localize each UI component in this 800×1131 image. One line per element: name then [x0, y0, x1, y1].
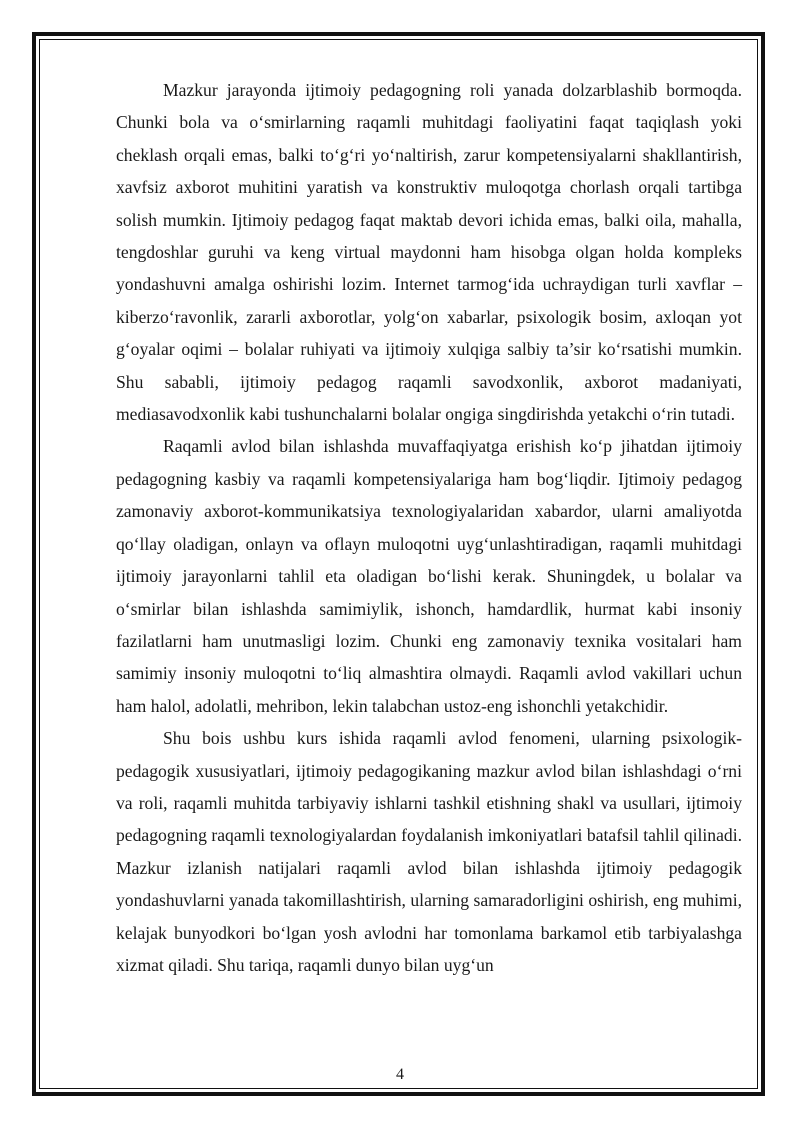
- paragraph: Shu bois ushbu kurs ishida raqamli avlod fenomeni, ularning psixologik-pedagogik xususiyatlari, ijtimoiy pedagogikaning mazkur avlod bilan ishlashdagi o‘rni va roli, raqamli muhitda tarbiyaviy ishlarni tashkil etishning shakl va usullari, ijtimoiy pedagogning raqamli texnologiyalardan foydalanish imkoniyatlari batafsil tahlil qilinadi. Mazkur izlanish natijalari raqamli avlod bilan ishlashda ijtimoiy pedagogik yondashuvlarni yanada takomillashtirish, ularning samaradorligini oshirish, eng muhimi, kelajak bunyodkori bo‘lgan yosh avlodni har tomonlama barkamol etib tarbiyalashga xizmat qiladi. Shu tariqa, raqamli dunyo bilan uyg‘un: [116, 728, 742, 975]
- document-body: [116, 74, 742, 981]
- page-number: 4: [396, 1066, 404, 1083]
- paragraph: Mazkur jarayonda ijtimoiy pedagogning roli yanada dolzarblashib bormoqda. Chunki bola va o‘smirlarning raqamli muhitdagi faoliyatini faqat taqiqlash yoki cheklash orqali emas, balki to‘g‘ri yo‘naltirish, zarur kompetensiyalarni shakllantirish, xavfsiz axborot muhitini yaratish va konstruktiv muloqotga chorlash orqali tartibga solish mumkin. Ijtimoiy pedagog faqat maktab devori ichida emas, balki oila, mahalla, tengdoshlar guruhi va keng virtual maydonni ham hisobga olgan holda kompleks yondashuvni amalga oshirishi lozim. Internet tarmog‘ida uchraydigan turli xavflar – kiberzo‘ravonlik, zararli axborotlar, yolg‘on xabarlar, psixologik bosim, axloqan yot g‘oyalar oqimi – bolalar ruhiyati va ijtimoiy xulqiga salbiy ta’sir ko‘rsatishi mumkin. Shu sababli, ijtimoiy pedagog raqamli savodxonlik, axborot madaniyati, mediasavodxonlik kabi tushunchalarni bolalar ongiga singdirishda yetakchi o‘rin tutadi.: [116, 80, 742, 425]
- paragraph: Raqamli avlod bilan ishlashda muvaffaqiyatga erishish ko‘p jihatdan ijtimoiy pedagogning kasbiy va raqamli kompetensiyalariga ham bog‘liqdir. Ijtimoiy pedagog zamonaviy axborot-kommunikatsiya texnologiyalaridan xabardor, ularni amaliyotda qo‘llay oladigan, onlayn va oflayn muloqotni uyg‘unlashtiradigan, raqamli muhitdagi ijtimoiy jarayonlarni tahlil eta oladigan bo‘lishi kerak. Shuningdek, u bolalar va o‘smirlar bilan ishlashda samimiylik, ishonch, hamdardlik, hurmat kabi insoniy fazilatlarni ham unutmasligi lozim. Chunki eng zamonaviy texnika vositalari ham samimiy insoniy muloqotni to‘liq almashtira olmaydi. Raqamli avlod vakillari uchun ham halol, adolatli, mehribon, lekin talabchan ustoz-eng ishonchli yetakchidir.: [116, 436, 742, 716]
